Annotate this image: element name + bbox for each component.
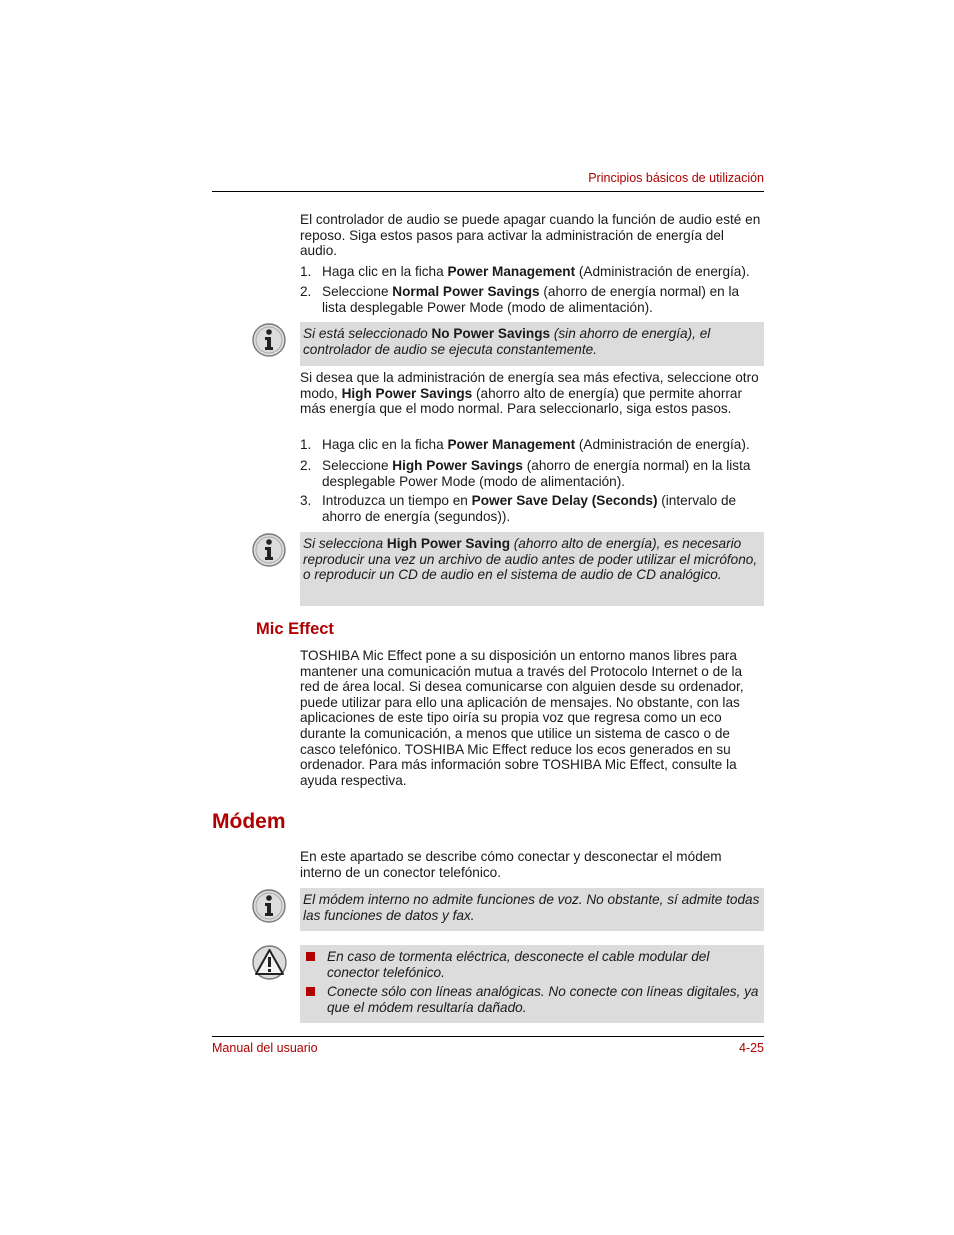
info-icon <box>252 323 286 357</box>
step-number: 1. <box>300 437 312 452</box>
high-step-2 <box>300 458 764 489</box>
step-text: Haga clic en la ficha Power Management (Administración de energía). <box>322 264 750 279</box>
header-rule <box>212 191 764 192</box>
step-text: Seleccione High Power Savings (ahorro de energía normal) en la lista desplegable Power Mode (modo de alimentación). <box>322 458 751 489</box>
bullet-square-icon <box>306 987 315 996</box>
info-icon <box>252 533 286 567</box>
step-text: Seleccione Normal Power Savings (ahorro de energía normal) en la lista desplegable Power Mode (modo de alimentación). <box>322 284 740 315</box>
warning-modem <box>300 945 764 1023</box>
page-number: 4-25 <box>738 1041 764 1055</box>
info-icon <box>252 889 286 923</box>
note-no-power-savings: Si está seleccionado No Power Savings (sin ahorro de energía), el controlador de audio se ejecuta constantemente. <box>300 322 764 366</box>
footer-manual-title: Manual del usuario <box>212 1041 318 1055</box>
mic-effect-paragraph: TOSHIBA Mic Effect pone a su disposición un entorno manos libres para mantener una comunicación mutua a través del Protocolo Internet o de la red de área local. Si desea comunicarse con alguien desde su ordenador, puede utilizar para ello una aplicación de mensajes. No obstante, con las aplicaciones de este tipo oiría su propia voz que regresa como un eco durante la comunicación, a menos que utilice un sistema de casco o de casco telefónico. TOSHIBA Mic Effect reduce los ecos generados en su ordenador. Para más información sobre TOSHIBA Mic Effect, consulte la ayuda respectiva. <box>300 648 744 788</box>
high-step-3 <box>300 493 764 524</box>
step-number: 2. <box>300 284 312 299</box>
step-number: 1. <box>300 264 312 279</box>
modem-heading: Módem <box>212 810 286 833</box>
note-high-power-saving: Si selecciona High Power Saving (ahorro alto de energía), es necesario reproducir una vez un archivo de audio antes de poder utilizar el micrófono, o reproducir un CD de audio en el sistema de audio de CD analógico. <box>300 532 764 606</box>
high-step-1 <box>300 437 764 453</box>
step-text: Haga clic en la ficha Power Management (Administración de energía). <box>322 437 750 452</box>
bullet-square-icon <box>306 952 315 961</box>
intro-step-2 <box>300 284 764 315</box>
modem-paragraph: En este apartado se describe cómo conectar y desconectar el módem interno de un conector telefónico. <box>300 849 722 880</box>
step-number: 2. <box>300 458 312 473</box>
mic-effect-heading: Mic Effect <box>256 620 334 638</box>
note-modem-voice: El módem interno no admite funciones de voz. No obstante, sí admite todas las funciones de datos y fax. <box>300 888 764 931</box>
intro-step-1 <box>300 264 764 280</box>
step-number: 3. <box>300 493 312 508</box>
warning-icon <box>252 945 287 980</box>
intro-paragraph: El controlador de audio se puede apagar cuando la función de audio esté en reposo. Siga estos pasos para activar la administración de energía del audio. <box>300 212 761 259</box>
footer-rule <box>212 1036 764 1037</box>
warning-item: En caso de tormenta eléctrica, desconecte el cable modular del conector telefónico. <box>303 949 760 980</box>
step-text: Introduzca un tiempo en Power Save Delay (Seconds) (intervalo de ahorro de energía (segundos)). <box>322 493 737 524</box>
running-header: Principios básicos de utilización <box>588 171 764 185</box>
warning-item: Conecte sólo con líneas analógicas. No conecte con líneas digitales, ya que el módem resultaría dañado. <box>303 984 760 1015</box>
high-power-paragraph: Si desea que la administración de energía sea más efectiva, seleccione otro modo, High Power Savings (ahorro alto de energía) que permite ahorrar más energía que el modo normal. Para seleccionarlo, siga estos pasos. <box>300 370 759 417</box>
